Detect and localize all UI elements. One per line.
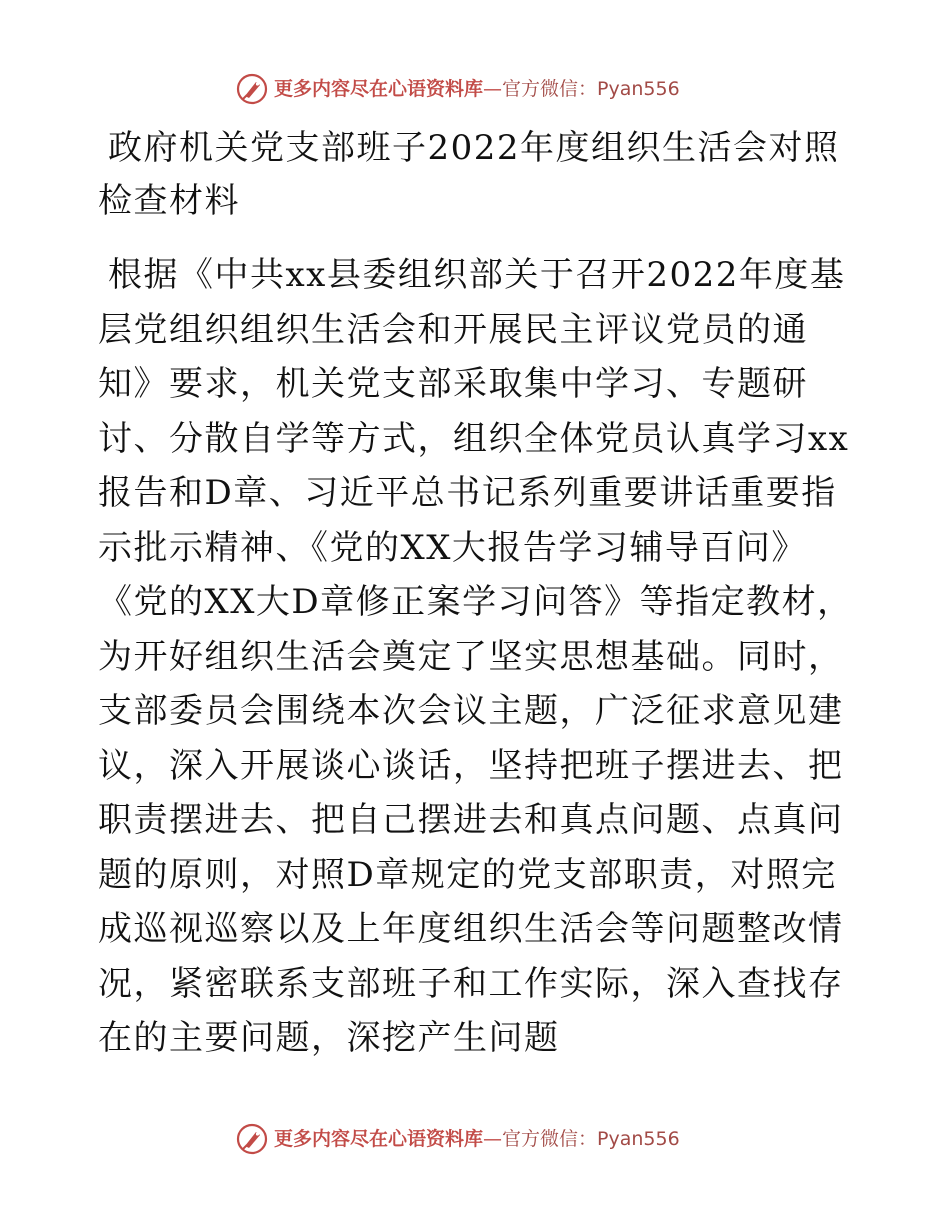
header-watermark <box>236 72 716 106</box>
banner-label: 官方微信： <box>502 77 598 100</box>
banner-label: 官方微信： <box>502 1127 598 1150</box>
document-body: 根据《中共xx县委组织部关于召开2022年度基层党组织组织生活会和开展民主评议党员的通知》要求，机关党支部采取集中学习、专题研讨、分散自学等方式，组织全体党员认真学习xx报告和D章、习近平总书记系列重要讲话重要指示批示精神、《党的XX大报告学习辅导百问》《党的XX大D章修正案学习问答》等指定教材，为开好组织生活会奠定了坚实思想基础。同时，支部委员会围绕本次会议主题，广泛征求意见建议，深入开展谈心谈话，坚持把班子摆进去、把职责摆进去、把自己摆进去和真点问题、点真问题的原则，对照D章规定的党支部职责，对照完成巡视巡察以及上年度组织生活会等问题整改情况，紧密联系支部班子和工作实际，深入查找存在的主要问题，深挖产生问题 <box>98 255 853 1058</box>
banner-dash: — <box>483 1127 503 1150</box>
footer-watermark <box>236 1122 716 1156</box>
wechat-id: Pyan556 <box>597 1127 680 1150</box>
brand-name: 更多内容尽在心语资料库 <box>274 77 484 100</box>
header-watermark-text <box>274 77 680 100</box>
banner-dash: — <box>483 77 503 100</box>
pen-nib-logo-icon <box>236 1123 268 1155</box>
pen-nib-logo-icon <box>236 73 268 105</box>
document-title: 政府机关党支部班子2022年度组织生活会对照检查材料 <box>98 128 840 221</box>
footer-watermark-text <box>274 1127 680 1150</box>
brand-name: 更多内容尽在心语资料库 <box>274 1127 484 1150</box>
wechat-id: Pyan556 <box>597 77 680 100</box>
